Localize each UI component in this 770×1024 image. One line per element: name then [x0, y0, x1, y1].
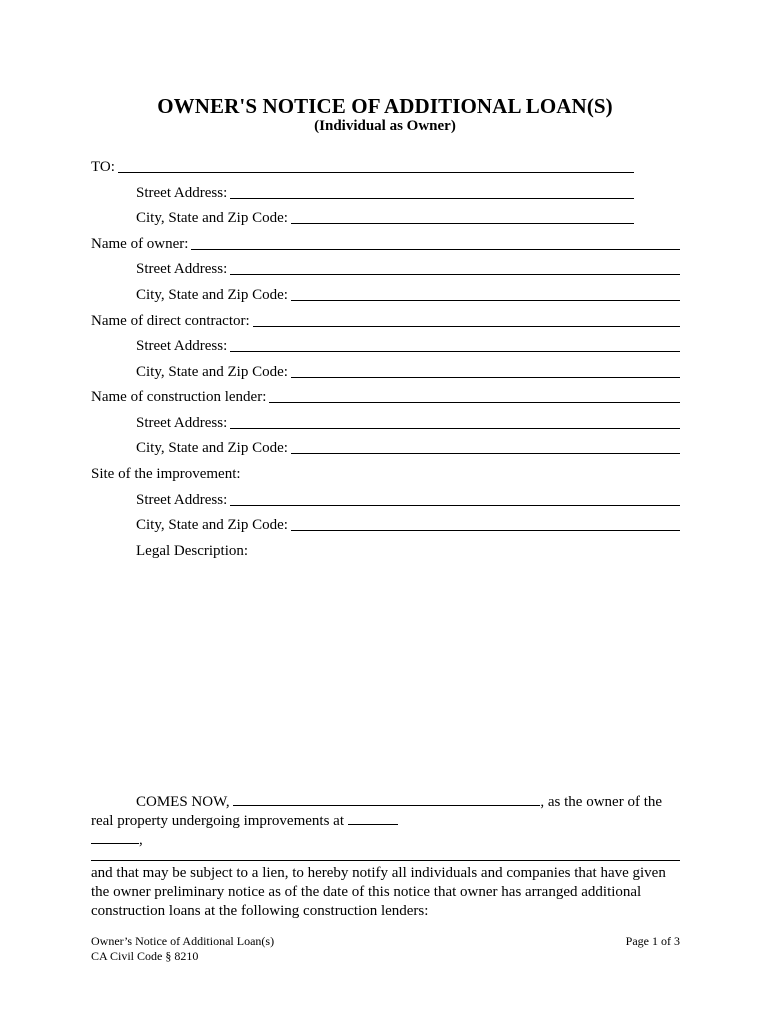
- property-address-rule[interactable]: [91, 860, 680, 861]
- contractor-label: Name of direct contractor:: [91, 313, 250, 329]
- lender-city-blank[interactable]: [291, 439, 680, 454]
- comma-text: ,: [139, 832, 143, 848]
- lender-field[interactable]: [91, 386, 680, 406]
- owner-city-field[interactable]: [136, 284, 680, 304]
- contractor-city-label: City, State and Zip Code:: [136, 364, 288, 380]
- to-field[interactable]: [91, 156, 634, 176]
- owner-label: Name of owner:: [91, 236, 189, 252]
- footer-left-title: Owner’s Notice of Additional Loan(s): [91, 934, 275, 948]
- footer-page-number: Page 1 of 3: [625, 934, 680, 948]
- to-street-blank[interactable]: [230, 184, 634, 199]
- site-city-field[interactable]: [136, 514, 680, 534]
- site-street-blank[interactable]: [230, 491, 680, 506]
- contractor-city-field[interactable]: [136, 361, 680, 381]
- site-street-field[interactable]: [136, 489, 680, 509]
- contractor-blank[interactable]: [253, 312, 680, 327]
- property-address-blank[interactable]: [348, 812, 398, 825]
- owner-street-field[interactable]: [136, 258, 680, 278]
- to-label: TO:: [91, 159, 115, 175]
- owner-street-blank[interactable]: [230, 260, 680, 275]
- document-subtitle: (Individual as Owner): [314, 118, 456, 134]
- lender-street-label: Street Address:: [136, 415, 228, 431]
- legal-description-label: Legal Description:: [136, 543, 249, 559]
- to-street-label: Street Address:: [136, 185, 228, 201]
- lender-city-field[interactable]: [136, 437, 680, 457]
- real-property-text: real property undergoing improvements at: [91, 813, 344, 829]
- to-city-field[interactable]: [136, 207, 634, 227]
- legal-description-field[interactable]: [136, 540, 248, 560]
- contractor-street-blank[interactable]: [230, 337, 680, 352]
- lender-city-label: City, State and Zip Code:: [136, 440, 288, 456]
- owner-city-blank[interactable]: [291, 286, 680, 301]
- footer-left-code: CA Civil Code § 8210: [91, 949, 199, 963]
- to-blank[interactable]: [118, 158, 634, 173]
- contractor-street-label: Street Address:: [136, 338, 228, 354]
- contractor-street-field[interactable]: [136, 335, 680, 355]
- to-city-blank[interactable]: [291, 209, 634, 224]
- site-street-label: Street Address:: [136, 492, 228, 508]
- lender-label: Name of construction lender:: [91, 389, 267, 405]
- to-city-label: City, State and Zip Code:: [136, 210, 288, 226]
- contractor-city-blank[interactable]: [291, 363, 680, 378]
- owner-city-label: City, State and Zip Code:: [136, 287, 288, 303]
- site-heading: [91, 463, 241, 483]
- as-owner-text: , as the owner of the: [540, 794, 663, 810]
- owner-field[interactable]: [91, 233, 680, 253]
- site-label: Site of the improvement:: [91, 466, 241, 482]
- site-city-blank[interactable]: [291, 516, 680, 531]
- lender-street-field[interactable]: [136, 412, 680, 432]
- comes-now-text: COMES NOW,: [136, 794, 230, 810]
- property-address-blank-2[interactable]: [91, 831, 139, 844]
- lender-blank[interactable]: [269, 388, 680, 403]
- lender-street-blank[interactable]: [230, 414, 680, 429]
- owner-name-blank[interactable]: [233, 793, 540, 806]
- comes-now-paragraph: [91, 793, 680, 850]
- document-title: OWNER'S NOTICE OF ADDITIONAL LOAN(S): [157, 94, 613, 118]
- contractor-field[interactable]: [91, 310, 680, 330]
- owner-street-label: Street Address:: [136, 261, 228, 277]
- notice-paragraph: and that may be subject to a lien, to hereby notify all individuals and companies that have given the owner preliminary notice as of the date of this notice that owner has arranged additional construction loans at the following construction lenders:: [91, 865, 666, 919]
- site-city-label: City, State and Zip Code:: [136, 517, 288, 533]
- owner-blank[interactable]: [191, 235, 680, 250]
- to-street-field[interactable]: [136, 182, 634, 202]
